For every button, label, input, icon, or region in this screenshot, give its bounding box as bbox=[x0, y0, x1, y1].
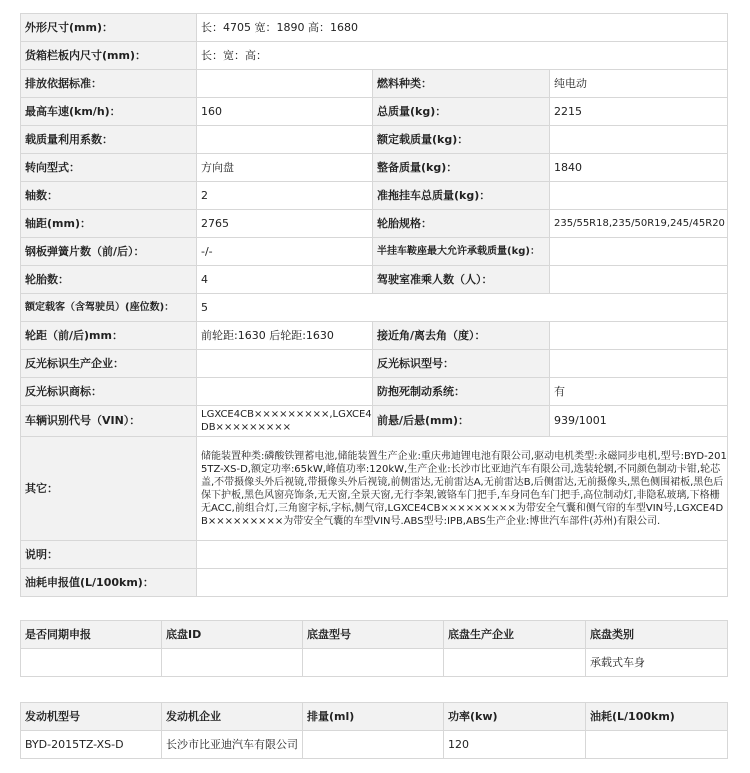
other-value: 储能装置种类:磷酸铁锂蓄电池,储能装置生产企业:重庆弗迪锂电池有限公司,驱动电机类型:永磁同步电机,型号:BYD-2015TZ-XS-D,额定功率:65kW,峰值功率:120kW,生产企业:长沙市比亚迪汽车有限公司,选装轮辋,不同颜色制动卡钳,轮芯盖,不带摄像头外后视镜,带摄像头外后视镜,前侧雷达,无前雷达A,无前雷达B,后侧雷达,无前摄像头,黑色侧围裙板,黑色后保下护板,黑色风窗亮饰条,无天窗,全景天窗,无行李架,镀铬车门把手,车身同色车门把手,高位制动灯,非隐私玻璃,下格栅无ACC,前组合灯,三角窗字标,字标,侧气帘,LGXCE4CB×××××××××为带安全气囊和侧气帘的车型VIN号,LGXCE4DB×××××××××为带安全气囊的车型VIN号.ABS型号:IPB,ABS生产企业:博世汽车部件(苏州)有限公司. bbox=[197, 437, 728, 541]
engine-header-displacement: 排量(ml) bbox=[303, 703, 444, 731]
row-speed bbox=[21, 98, 728, 126]
note-label: 说明： bbox=[21, 541, 197, 569]
angle-value bbox=[550, 322, 728, 350]
tire-value: 235/55R18,235/50R19,245/45R20 bbox=[550, 210, 728, 238]
engine-displacement-value bbox=[303, 731, 444, 759]
reflector-brand-label: 反光标识商标： bbox=[21, 378, 197, 406]
chassis-header-model: 底盘型号 bbox=[303, 621, 444, 649]
cargo-value: 长：宽：高： bbox=[197, 42, 728, 70]
rated-load-value bbox=[550, 126, 728, 154]
chassis-model-value bbox=[303, 649, 444, 677]
row-fuel-consumption bbox=[21, 569, 728, 597]
other-label: 其它： bbox=[21, 437, 197, 541]
vin-value: LGXCE4CB×××××××××,LGXCE4DB××××××××× bbox=[197, 406, 373, 437]
engine-manufacturer-value: 长沙市比亚迪汽车有限公司 bbox=[162, 731, 303, 759]
steering-value: 方向盘 bbox=[197, 154, 373, 182]
axles-value: 2 bbox=[197, 182, 373, 210]
axles-label: 轴数： bbox=[21, 182, 197, 210]
row-track bbox=[21, 322, 728, 350]
cargo-label: 货箱栏板内尺寸(mm)： bbox=[21, 42, 197, 70]
speed-value: 160 bbox=[197, 98, 373, 126]
chassis-data-row bbox=[21, 649, 728, 677]
overhang-value: 939/1001 bbox=[550, 406, 728, 437]
steering-label: 转向型式： bbox=[21, 154, 197, 182]
wheelbase-label: 轴距(mm)： bbox=[21, 210, 197, 238]
fuel-cons-label: 油耗申报值(L/100km)： bbox=[21, 569, 197, 597]
engine-table bbox=[20, 702, 728, 759]
engine-header-power: 功率(kw) bbox=[444, 703, 586, 731]
seats-value: 5 bbox=[197, 294, 728, 322]
spring-value: -/- bbox=[197, 238, 373, 266]
overhang-label: 前悬/后悬(mm)： bbox=[373, 406, 550, 437]
engine-header-row bbox=[21, 703, 728, 731]
row-note bbox=[21, 541, 728, 569]
reflector-mfr-label: 反光标识生产企业： bbox=[21, 350, 197, 378]
curb-value: 1840 bbox=[550, 154, 728, 182]
vehicle-parameters-table bbox=[20, 13, 728, 597]
row-axles bbox=[21, 182, 728, 210]
engine-model-value: BYD-2015TZ-XS-D bbox=[21, 731, 162, 759]
total-mass-label: 总质量(kg)： bbox=[373, 98, 550, 126]
abs-value: 有 bbox=[550, 378, 728, 406]
row-reflector-brand bbox=[21, 378, 728, 406]
chassis-header-manufacturer: 底盘生产企业 bbox=[444, 621, 586, 649]
row-steering bbox=[21, 154, 728, 182]
row-dimensions bbox=[21, 14, 728, 42]
wheelbase-value: 2765 bbox=[197, 210, 373, 238]
row-spring bbox=[21, 238, 728, 266]
fuel-cons-value bbox=[197, 569, 728, 597]
reflector-brand-value bbox=[197, 378, 373, 406]
fuel-label: 燃料种类： bbox=[373, 70, 550, 98]
engine-fuel-consumption-value bbox=[586, 731, 728, 759]
emission-value bbox=[197, 70, 373, 98]
reflector-model-label: 反光标识型号： bbox=[373, 350, 550, 378]
curb-label: 整备质量(kg)： bbox=[373, 154, 550, 182]
tires-count-label: 轮胎数： bbox=[21, 266, 197, 294]
chassis-category-value: 承载式车身 bbox=[586, 649, 728, 677]
engine-data-row bbox=[21, 731, 728, 759]
row-reflector-mfr bbox=[21, 350, 728, 378]
engine-header-manufacturer: 发动机企业 bbox=[162, 703, 303, 731]
chassis-header-same-period: 是否同期申报 bbox=[21, 621, 162, 649]
row-load bbox=[21, 126, 728, 154]
abs-label: 防抱死制动系统： bbox=[373, 378, 550, 406]
spring-label: 钢板弹簧片数（前/后）： bbox=[21, 238, 197, 266]
chassis-header-id: 底盘ID bbox=[162, 621, 303, 649]
cab-label: 驾驶室准乘人数（人）： bbox=[373, 266, 550, 294]
track-value: 前轮距:1630 后轮距:1630 bbox=[197, 322, 373, 350]
chassis-table bbox=[20, 620, 728, 677]
load-coef-value bbox=[197, 126, 373, 154]
reflector-mfr-value bbox=[197, 350, 373, 378]
row-wheelbase bbox=[21, 210, 728, 238]
load-coef-label: 载质量利用系数： bbox=[21, 126, 197, 154]
row-seats bbox=[21, 294, 728, 322]
tires-count-value: 4 bbox=[197, 266, 373, 294]
reflector-model-value bbox=[550, 350, 728, 378]
emission-label: 排放依据标准： bbox=[21, 70, 197, 98]
total-mass-value: 2215 bbox=[550, 98, 728, 126]
chassis-manufacturer-value bbox=[444, 649, 586, 677]
chassis-id-value bbox=[162, 649, 303, 677]
row-other bbox=[21, 437, 728, 541]
trailer-label: 准拖挂车总质量(kg)： bbox=[373, 182, 550, 210]
engine-power-value: 120 bbox=[444, 731, 586, 759]
chassis-same-period-value bbox=[21, 649, 162, 677]
tire-label: 轮胎规格： bbox=[373, 210, 550, 238]
engine-header-fuel-consumption: 油耗(L/100km) bbox=[586, 703, 728, 731]
speed-label: 最高车速(km/h)： bbox=[21, 98, 197, 126]
note-value bbox=[197, 541, 728, 569]
fuel-value: 纯电动 bbox=[550, 70, 728, 98]
row-vin bbox=[21, 406, 728, 437]
cab-value bbox=[550, 266, 728, 294]
dimensions-value: 长：4705 宽：1890 高：1680 bbox=[197, 14, 728, 42]
row-emission bbox=[21, 70, 728, 98]
trailer-value bbox=[550, 182, 728, 210]
row-cargo bbox=[21, 42, 728, 70]
seats-label: 额定载客（含驾驶员）(座位数)： bbox=[21, 294, 197, 322]
saddle-label: 半挂车鞍座最大允许承载质量(kg)： bbox=[373, 238, 550, 266]
chassis-header-row bbox=[21, 621, 728, 649]
saddle-value bbox=[550, 238, 728, 266]
dimensions-label: 外形尺寸(mm)： bbox=[21, 14, 197, 42]
rated-load-label: 额定载质量(kg)： bbox=[373, 126, 550, 154]
chassis-header-category: 底盘类别 bbox=[586, 621, 728, 649]
vin-label: 车辆识别代号（VIN）： bbox=[21, 406, 197, 437]
track-label: 轮距（前/后)mm： bbox=[21, 322, 197, 350]
engine-header-model: 发动机型号 bbox=[21, 703, 162, 731]
row-tires-count bbox=[21, 266, 728, 294]
angle-label: 接近角/离去角（度）： bbox=[373, 322, 550, 350]
